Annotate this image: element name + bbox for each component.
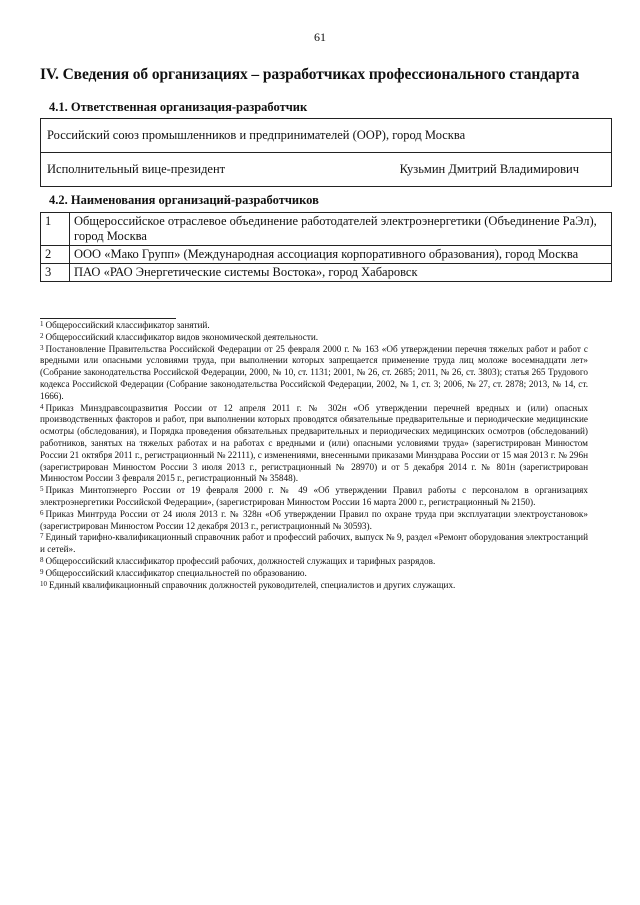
footnote <box>40 320 588 332</box>
footnote-text: Постановление Правительства Российской Федерации от 25 февраля 2000 г. № 163 «Об утверждении перечня тяжелых работ и работ с вредными или опасными условиями труда, при выполнении которых запрещается применение труда лиц моложе восемнадцати лет» (Собрание законодательства Российской Федерации, 2000, № 10, ст. 1131; 2001, № 26, ст. 2685; 2011, № 26, ст. 3803); статья 265 Трудового кодекса Российской Федерации (Собрание законодательства Российской Федерации, 2002, № 1, ст. 3; 2006, № 27, ст. 2878; 2013, № 14, ст. 1666). <box>40 343 588 401</box>
page-number: 61 <box>314 30 326 44</box>
footnote <box>40 509 588 533</box>
table-row <box>41 264 612 282</box>
footnote <box>40 403 588 486</box>
table-row <box>41 246 612 264</box>
organization-name: ООО «Мако Групп» (Международная ассоциация корпоративного образования), город Москва <box>70 246 612 264</box>
footnote-mark: 1 <box>40 320 44 328</box>
organization-cell: Российский союз промышленников и предпринимателей (ООР), город Москва <box>41 119 612 153</box>
footnote-text: Единый квалификационный справочник должностей руководителей, специалистов и других служащих. <box>49 579 456 590</box>
organization-name: ПАО «РАО Энергетические системы Востока», город Хабаровск <box>70 264 612 282</box>
footnote-mark: 6 <box>40 508 44 517</box>
footnote-text: Приказ Минздравсоцразвития России от 12 апреля 2011 г. № 302н «Об утверждении перечней вредных и (или) опасных производственных факторов и работ, при выполнении которых проводятся обязательные предварительные и периодические медицинские осмотры (обследования), и Порядка проведения обязательных предварительных и периодических медицинских осмотров (обследований) работников, занятых на тяжелых работах и на работах с вредными и (или) опасными условиями труда» (зарегистрирован Минюстом России 21 октября 2011 г., регистрационный № 22111), с изменениями, внесенными приказами Минздрава России от 15 мая 2013 г. № 296н (зарегистрирован Минюстом России 3 июля 2013 г., регистрационный № 28970) и от 5 декабря 2014 г. № 801н (зарегистрирован Минюстом России 3 февраля 2015 г., регистрационный № 35848). <box>40 402 588 484</box>
footnote <box>40 532 588 556</box>
footnote-text: Приказ Минтопэнерго России от 19 февраля 2000 г. № 49 «Об утверждении Правил работы с персоналом в организациях электроэнергетики Российской Федерации», (зарегистрирован Минюстом России 16 марта 2000 г., регистрационный № 2150). <box>40 485 588 507</box>
footnote-text: Общероссийский классификатор занятий. <box>45 320 210 330</box>
footnote-mark: 5 <box>40 485 44 494</box>
developer-organizations-table <box>40 212 612 282</box>
subsection-title-responsible: 4.1. Ответственная организация-разработчик <box>49 100 308 114</box>
row-number: 2 <box>41 246 70 264</box>
subsection-title-developers: 4.2. Наименования организаций-разработчиков <box>49 193 319 207</box>
footnote-mark: 7 <box>40 532 44 541</box>
footnote-mark: 8 <box>40 555 44 564</box>
footnote-mark: 10 <box>40 579 47 588</box>
footnote-mark: 4 <box>40 402 44 411</box>
footnote-text: Приказ Минтруда России от 24 июля 2013 г. № 328н «Об утверждении Правил по охране труда при эксплуатации электроустановок» (зарегистрирован Минюстом России 12 декабря 2013 г., регистрационный № 30593). <box>40 508 588 531</box>
footnote <box>40 485 588 509</box>
position-text: Исполнительный вице-президент <box>47 162 226 176</box>
section-title: IV. Сведения об организациях – разработчиках профессионального стандарта <box>40 66 580 83</box>
footnote <box>40 556 588 568</box>
organization-name: Общероссийское отраслевое объединение работодателей электроэнергетики (Объединение РаЭл), город Москва <box>70 213 612 246</box>
footnote <box>40 332 588 344</box>
footnote <box>40 568 588 580</box>
footnote-text: Единый тарифно-квалификационный справочник работ и профессий рабочих, выпуск № 9, раздел «Ремонт оборудования электростанций и сетей». <box>40 532 588 555</box>
footnote <box>40 344 588 403</box>
table-row <box>41 213 612 246</box>
footnote-mark: 9 <box>40 567 44 576</box>
row-number: 1 <box>41 213 70 246</box>
footnote-mark: 3 <box>40 343 44 352</box>
footnote-text: Общероссийский классификатор видов экономической деятельности. <box>45 331 319 342</box>
footnote-text: Общероссийский классификатор профессий рабочих, должностей служащих и тарифных разрядов. <box>45 555 436 566</box>
signatory-cell <box>41 153 612 187</box>
footnote-mark: 2 <box>40 331 44 340</box>
person-name: Кузьмин Дмитрий Владимирович <box>399 162 579 176</box>
responsible-organization-table <box>40 118 612 187</box>
footnote-separator <box>40 318 176 319</box>
footnotes <box>40 320 588 591</box>
table-row <box>41 119 612 153</box>
footnote-text: Общероссийский классификатор специальностей по образованию. <box>45 567 307 578</box>
row-number: 3 <box>41 264 70 282</box>
footnote <box>40 580 588 592</box>
table-row <box>41 153 612 187</box>
